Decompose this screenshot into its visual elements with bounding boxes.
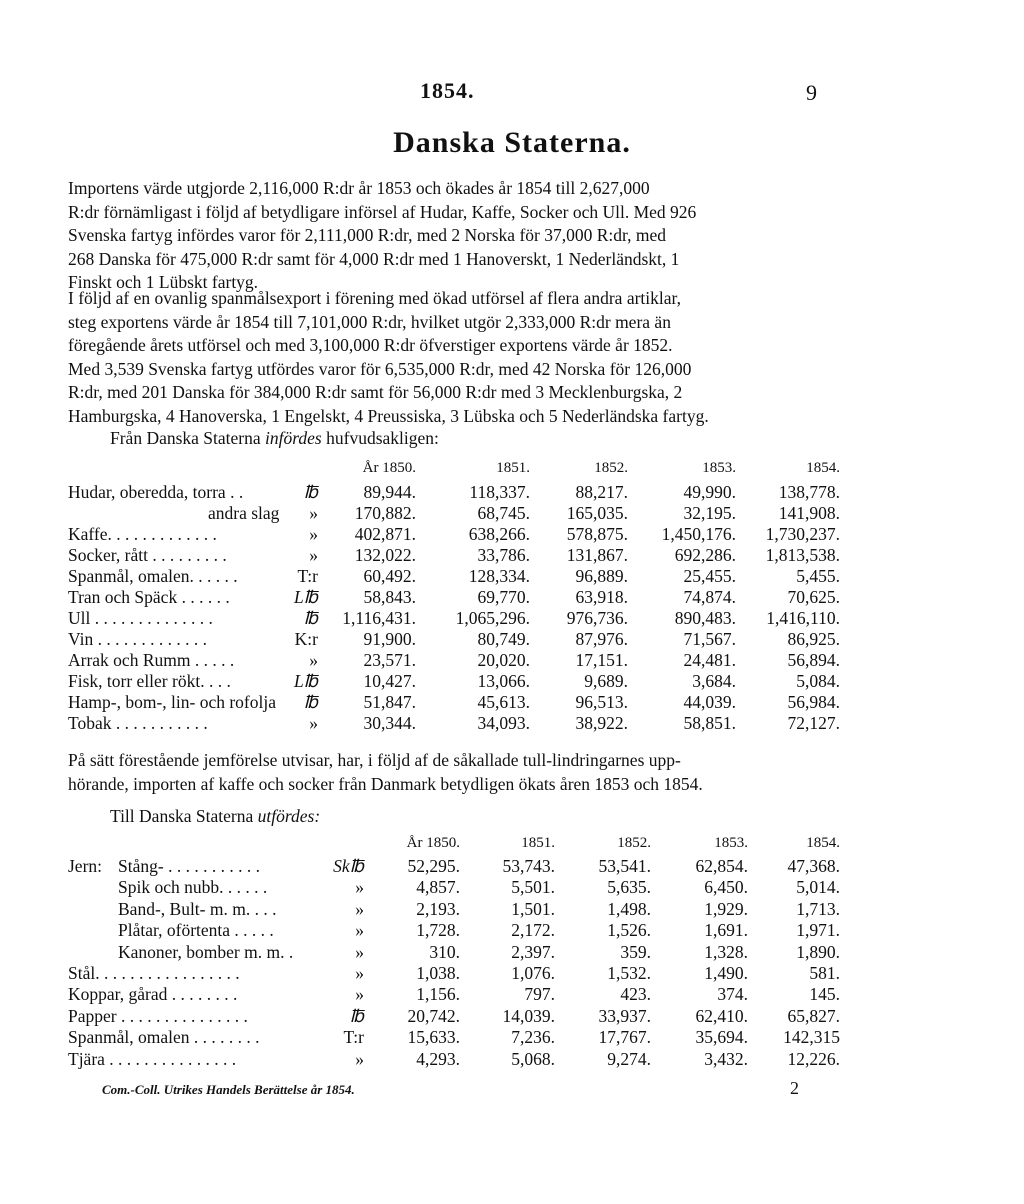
comparison-paragraph: [68, 749, 840, 796]
text-line: R:dr, med 201 Danska för 384,000 R:dr samt för 56,000 R:dr med 3 Mecklenburgska, 2: [68, 382, 683, 402]
data-cell: 1,501.: [511, 898, 555, 919]
row-label: Tran och Späck . . . . . .: [68, 587, 230, 607]
table-header-row: [0, 460, 1024, 482]
data-cell: 141,908.: [778, 503, 840, 523]
row-unit: »: [309, 503, 318, 523]
table-row: [0, 963, 1024, 985]
table-row: [0, 899, 1024, 921]
data-cell: 35,694.: [695, 1027, 748, 1048]
row-label: Spik och nubb. . . . . .: [118, 877, 268, 898]
table-row: [0, 920, 1024, 942]
row-unit: »: [309, 713, 318, 733]
import-summary-paragraph: [68, 177, 840, 295]
data-cell: 56,894.: [787, 650, 840, 670]
row-label: Band-, Bult- m. m. . . .: [118, 898, 277, 919]
table-row: [0, 629, 1024, 651]
year-header: 1854.: [806, 835, 840, 851]
data-cell: 53,541.: [598, 856, 651, 876]
data-cell: 1,929.: [704, 898, 748, 919]
data-cell: 53,743.: [502, 856, 555, 876]
data-cell: 89,944.: [363, 482, 416, 502]
year-header: År 1850.: [406, 835, 460, 851]
data-cell: 1,156.: [416, 984, 460, 1005]
data-cell: 1,116,431.: [342, 608, 416, 628]
signature-mark: 2: [790, 1078, 799, 1098]
row-unit: ℔: [349, 1005, 364, 1026]
data-cell: 6,450.: [704, 877, 748, 898]
data-cell: 138,778.: [778, 482, 840, 502]
data-cell: 1,450,176.: [661, 524, 736, 544]
row-unit: »: [309, 545, 318, 565]
data-cell: 1,076.: [511, 963, 555, 983]
data-cell: 45,613.: [477, 692, 530, 712]
data-cell: 402,871.: [354, 524, 416, 544]
exports-intro-em: utfördes:: [257, 806, 321, 826]
row-unit: T:r: [343, 1027, 364, 1048]
data-cell: 1,490.: [704, 963, 748, 983]
data-cell: 1,328.: [704, 941, 748, 962]
data-cell: 23,571.: [363, 650, 416, 670]
row-unit: »: [309, 650, 318, 670]
row-unit: Sk℔: [333, 856, 364, 876]
row-unit: ℔: [303, 692, 318, 712]
table-row: [0, 566, 1024, 588]
year-header: 1851.: [496, 460, 530, 476]
data-cell: 88,217.: [575, 482, 628, 502]
data-cell: 638,266.: [468, 524, 530, 544]
row-unit: »: [355, 963, 364, 983]
data-cell: 5,501.: [511, 877, 555, 898]
row-label: Kaffe. . . . . . . . . . . . .: [68, 524, 217, 544]
data-cell: 142,315: [783, 1027, 840, 1048]
text-line: Finskt och 1 Lübskt fartyg.: [68, 272, 259, 292]
row-unit: L℔: [293, 587, 318, 607]
data-cell: 80,749.: [477, 629, 530, 649]
data-cell: 69,770.: [477, 587, 530, 607]
row-label: Ull . . . . . . . . . . . . . .: [68, 608, 213, 628]
data-cell: 70,625.: [787, 587, 840, 607]
data-cell: 5,068.: [511, 1048, 555, 1069]
text-line: Svenska fartyg infördes varor för 2,111,000 R:dr, med 2 Norska för 37,000 R:dr, med: [68, 225, 667, 245]
data-cell: 1,526.: [607, 920, 651, 941]
data-cell: 1,038.: [416, 963, 460, 983]
year-header: 1854.: [806, 460, 840, 476]
data-cell: 3,684.: [692, 671, 736, 691]
data-cell: 10,427.: [363, 671, 416, 691]
table-row: [0, 856, 1024, 878]
data-cell: 1,813,538.: [765, 545, 840, 565]
data-cell: 359.: [620, 941, 651, 962]
data-cell: 1,065,296.: [455, 608, 530, 628]
year-header: 1852.: [617, 835, 651, 851]
data-cell: 47,368.: [787, 856, 840, 876]
data-cell: 128,334.: [468, 566, 530, 586]
data-cell: 38,922.: [575, 713, 628, 733]
table-row: [0, 482, 1024, 504]
data-cell: 20,020.: [477, 650, 530, 670]
data-cell: 49,990.: [683, 482, 736, 502]
table-row: [0, 1027, 1024, 1049]
table-row: [0, 942, 1024, 964]
table-header-row: [0, 835, 1024, 857]
row-unit: ℔: [303, 482, 318, 502]
data-cell: 25,455.: [683, 566, 736, 586]
text-line: På sätt förestående jemförelse utvisar, har, i följd af de såkallade tull-lindringarnes upp-: [68, 750, 681, 770]
text-line: hörande, importen af kaffe och socker från Danmark betydligen ökats åren 1853 och 1854.: [68, 773, 703, 794]
data-cell: 5,014.: [796, 877, 840, 898]
row-unit: T:r: [297, 566, 318, 586]
row-unit: »: [355, 1048, 364, 1069]
row-label: Socker, rått . . . . . . . . .: [68, 545, 227, 565]
page-title: Danska Staterna.: [393, 126, 631, 159]
row-label: Hamp-, bom-, lin- och rofolja: [68, 692, 277, 712]
row-label: Hudar, oberedda, torra . .: [68, 482, 244, 502]
year-header: År 1850.: [362, 460, 416, 476]
row-label: Stål. . . . . . . . . . . . . . . . .: [68, 963, 240, 983]
row-label: Fisk, torr eller rökt. . . .: [68, 671, 231, 691]
data-cell: 91,900.: [363, 629, 416, 649]
text-line: steg exportens värde år 1854 till 7,101,000 R:dr, hvilket utgör 2,333,000 R:dr mera än: [68, 311, 671, 332]
data-cell: 33,786.: [477, 545, 530, 565]
table-row: [0, 587, 1024, 609]
data-cell: 145.: [809, 984, 840, 1005]
text-line: I följd af en ovanlig spanmålsexport i förening med ökad utförsel af flera andra artiklar,: [68, 288, 682, 308]
row-label: Arrak och Rumm . . . . .: [68, 650, 235, 670]
row-label: Kanoner, bomber m. m. .: [118, 941, 294, 962]
jern-group-label: Jern:: [68, 856, 103, 876]
row-unit: L℔: [293, 671, 318, 691]
text-line: Importens värde utgjorde 2,116,000 R:dr år 1853 och ökades år 1854 till 2,627,000: [68, 178, 650, 198]
table-row: [0, 545, 1024, 567]
row-label: Papper . . . . . . . . . . . . . . .: [68, 1005, 248, 1026]
data-cell: 15,633.: [407, 1027, 460, 1048]
data-cell: 170,882.: [354, 503, 416, 523]
row-label: Spanmål, omalen . . . . . . . .: [68, 1027, 260, 1048]
data-cell: 63,918.: [575, 587, 628, 607]
row-unit: ℔: [303, 608, 318, 628]
data-cell: 58,843.: [363, 587, 416, 607]
data-cell: 5,084.: [796, 671, 840, 691]
data-cell: 68,745.: [477, 503, 530, 523]
data-cell: 423.: [620, 984, 651, 1005]
row-label: andra slag: [208, 503, 280, 523]
data-cell: 890,483.: [674, 608, 736, 628]
page-header-year: 1854.: [420, 78, 475, 103]
data-cell: 797.: [524, 984, 555, 1005]
data-cell: 374.: [717, 984, 748, 1005]
imports-intro-prefix: Från Danska Staterna: [110, 428, 266, 448]
exports-intro: [110, 806, 320, 827]
table-row: [0, 984, 1024, 1006]
data-cell: 71,567.: [683, 629, 736, 649]
row-unit: K:r: [294, 629, 318, 649]
data-cell: 310.: [429, 941, 460, 962]
row-label: Koppar, gårad . . . . . . . .: [68, 984, 238, 1005]
data-cell: 96,889.: [575, 566, 628, 586]
data-cell: 9,274.: [607, 1048, 651, 1069]
year-header: 1851.: [521, 835, 555, 851]
row-label: Spanmål, omalen. . . . . .: [68, 566, 238, 586]
row-label: Tobak . . . . . . . . . . .: [68, 713, 208, 733]
data-cell: 976,736.: [566, 608, 628, 628]
data-cell: 2,193.: [416, 898, 460, 919]
data-cell: 165,035.: [566, 503, 628, 523]
data-cell: 32,195.: [683, 503, 736, 523]
data-cell: 96,513.: [575, 692, 628, 712]
data-cell: 17,151.: [575, 650, 628, 670]
data-cell: 131,867.: [566, 545, 628, 565]
imports-intro: [110, 428, 439, 449]
table-row: [0, 608, 1024, 630]
data-cell: 2,397.: [511, 941, 555, 962]
data-cell: 1,416,110.: [766, 608, 840, 628]
row-label: Stång- . . . . . . . . . . .: [118, 856, 260, 876]
data-cell: 44,039.: [683, 692, 736, 712]
table-row: [0, 713, 1024, 735]
imports-intro-em: infördes: [265, 428, 322, 448]
exports-intro-prefix: Till Danska Staterna: [110, 806, 258, 826]
data-cell: 58,851.: [683, 713, 736, 733]
text-line: föregående årets utförsel och med 3,100,000 R:dr öfverstiger exportens värde år 1852.: [68, 335, 673, 355]
data-cell: 1,730,237.: [765, 524, 840, 544]
data-cell: 62,854.: [695, 856, 748, 876]
data-cell: 1,498.: [607, 898, 651, 919]
data-cell: 581.: [809, 963, 840, 983]
data-cell: 52,295.: [407, 856, 460, 876]
imports-intro-suffix: hufvudsakligen:: [321, 428, 439, 448]
data-cell: 118,337.: [469, 482, 530, 502]
row-label: Plåtar, oförtenta . . . . .: [118, 920, 274, 941]
year-header: 1853.: [714, 835, 748, 851]
table-row: [0, 503, 1024, 525]
row-unit: »: [355, 877, 364, 898]
row-label: Vin . . . . . . . . . . . . .: [68, 629, 207, 649]
table-row: [0, 524, 1024, 546]
data-cell: 72,127.: [787, 713, 840, 733]
data-cell: 3,432.: [704, 1048, 748, 1069]
data-cell: 86,925.: [787, 629, 840, 649]
data-cell: 74,874.: [683, 587, 736, 607]
export-summary-paragraph: [68, 287, 840, 428]
data-cell: 4,293.: [416, 1048, 460, 1069]
data-cell: 4,857.: [416, 877, 460, 898]
data-cell: 24,481.: [683, 650, 736, 670]
row-unit: »: [355, 920, 364, 941]
table-row: [0, 650, 1024, 672]
table-row: [0, 877, 1024, 899]
data-cell: 1,890.: [796, 941, 840, 962]
year-header: 1853.: [702, 460, 736, 476]
data-cell: 51,847.: [363, 692, 416, 712]
data-cell: 34,093.: [477, 713, 530, 733]
text-line: Hamburgska, 4 Hanoverska, 1 Engelskt, 4 Preussiska, 3 Lübska och 5 Nederländska fartyg.: [68, 405, 709, 426]
data-cell: 9,689.: [584, 671, 628, 691]
data-cell: 13,066.: [477, 671, 530, 691]
data-cell: 1,691.: [704, 920, 748, 941]
data-cell: 7,236.: [511, 1027, 555, 1048]
row-unit: »: [355, 898, 364, 919]
table-row: [0, 692, 1024, 714]
data-cell: 2,172.: [511, 920, 555, 941]
data-cell: 1,713.: [796, 898, 840, 919]
data-cell: 692,286.: [674, 545, 736, 565]
data-cell: 62,410.: [695, 1005, 748, 1026]
data-cell: 17,767.: [598, 1027, 651, 1048]
text-line: 268 Danska för 475,000 R:dr samt för 4,000 R:dr med 1 Hanoverskt, 1 Nederländskt, 1: [68, 248, 680, 269]
page-number: 9: [806, 80, 817, 105]
data-cell: 20,742.: [407, 1005, 460, 1026]
data-cell: 33,937.: [598, 1005, 651, 1026]
data-cell: 132,022.: [354, 545, 416, 565]
row-unit: »: [309, 524, 318, 544]
data-cell: 5,455.: [796, 566, 840, 586]
row-label: Tjära . . . . . . . . . . . . . . .: [68, 1048, 237, 1069]
row-unit: »: [355, 984, 364, 1005]
data-cell: 60,492.: [363, 566, 416, 586]
data-cell: 14,039.: [502, 1005, 555, 1026]
text-line: Med 3,539 Svenska fartyg utfördes varor för 6,535,000 R:dr, med 42 Norska för 126,000: [68, 358, 692, 379]
text-line: R:dr förnämligast i följd af betydligare införsel af Hudar, Kaffe, Socker och Ull. Med 926: [68, 201, 697, 222]
data-cell: 578,875.: [566, 524, 628, 544]
data-cell: 5,635.: [607, 877, 651, 898]
row-unit: »: [355, 941, 364, 962]
footer-note: Com.-Coll. Utrikes Handels Berättelse år 1854.: [102, 1082, 355, 1097]
data-cell: 87,976.: [575, 629, 628, 649]
data-cell: 65,827.: [787, 1005, 840, 1026]
data-cell: 1,971.: [796, 920, 840, 941]
table-row: [0, 671, 1024, 693]
data-cell: 1,728.: [416, 920, 460, 941]
data-cell: 1,532.: [607, 963, 651, 983]
table-row: [0, 1006, 1024, 1028]
data-cell: 30,344.: [363, 713, 416, 733]
table-row: [0, 1049, 1024, 1071]
data-cell: 56,984.: [787, 692, 840, 712]
data-cell: 12,226.: [787, 1048, 840, 1069]
year-header: 1852.: [594, 460, 628, 476]
